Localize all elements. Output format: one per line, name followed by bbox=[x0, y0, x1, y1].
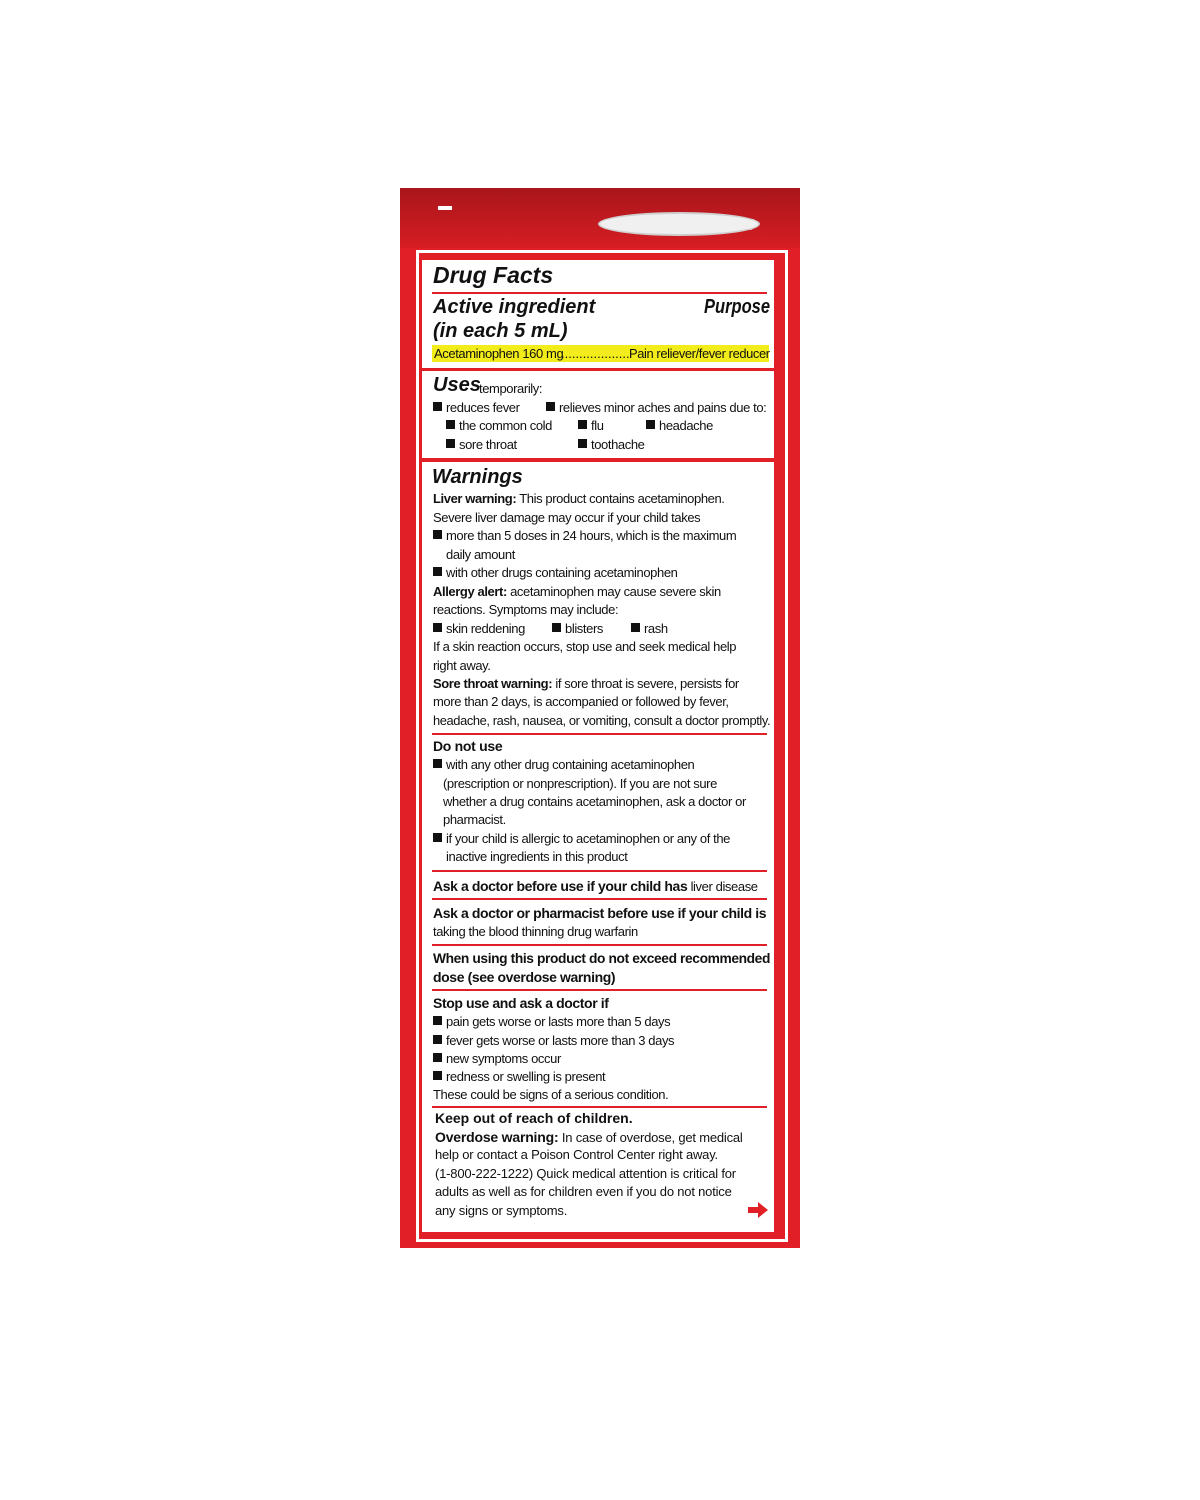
overdose-warning-line: Overdose warning: In case of overdose, get medical bbox=[435, 1129, 743, 1145]
list-item: more than 5 doses in 24 hours, which is the maximum bbox=[433, 528, 736, 543]
divider bbox=[432, 898, 767, 900]
active-ingredient-heading: Active ingredient bbox=[433, 296, 596, 318]
text-line: adults as well as for children even if you do not notice bbox=[435, 1184, 732, 1199]
list-item: new symptoms occur bbox=[433, 1051, 561, 1066]
arrow-right-icon bbox=[748, 1202, 768, 1218]
text-line: headache, rash, nausea, or vomiting, consult a doctor promptly. bbox=[433, 713, 771, 728]
text-line: pharmacist. bbox=[443, 812, 506, 827]
text-line: If a skin reaction occurs, stop use and seek medical help bbox=[433, 639, 737, 654]
warnings-title: Warnings bbox=[432, 466, 523, 488]
text-line: (prescription or nonprescription). If you are not sure bbox=[443, 776, 717, 791]
divider bbox=[432, 292, 767, 294]
stop-use-title: Stop use and ask a doctor if bbox=[433, 995, 609, 1011]
text-line: right away. bbox=[433, 658, 491, 673]
ask-doctor-line: Ask a doctor before use if your child has liver disease bbox=[433, 878, 758, 894]
list-item: redness or swelling is present bbox=[433, 1069, 605, 1084]
liver-warning-line: Liver warning: This product contains acetaminophen. bbox=[433, 491, 725, 506]
text-line: any signs or symptoms. bbox=[435, 1203, 568, 1218]
when-using-title-2: dose (see overdose warning) bbox=[433, 969, 616, 985]
do-not-use-title: Do not use bbox=[433, 738, 503, 754]
divider bbox=[432, 944, 767, 946]
list-item: flu bbox=[578, 418, 604, 433]
list-item: with any other drug containing acetaminophen bbox=[433, 757, 694, 772]
top-flap-mark bbox=[438, 206, 452, 210]
list-item: sore throat bbox=[446, 437, 517, 452]
ingredient-dots: ................... bbox=[561, 346, 630, 361]
list-item: with other drugs containing acetaminophen bbox=[433, 565, 677, 580]
text-line: daily amount bbox=[446, 547, 515, 562]
divider bbox=[432, 870, 767, 872]
list-item: the common cold bbox=[446, 418, 552, 433]
list-item: rash bbox=[631, 621, 668, 636]
list-item: toothache bbox=[578, 437, 645, 452]
text-line: reactions. Symptoms may include: bbox=[433, 602, 619, 617]
text-line: Severe liver damage may occur if your child takes bbox=[433, 510, 701, 525]
text-line: more than 2 days, is accompanied or followed by fever, bbox=[433, 694, 729, 709]
box-top-flap bbox=[400, 188, 800, 248]
when-using-title: When using this product do not exceed recommended bbox=[433, 950, 770, 966]
purpose-heading: Purpose bbox=[704, 296, 771, 318]
text-line: taking the blood thinning drug warfarin bbox=[433, 924, 638, 939]
divider bbox=[432, 989, 767, 991]
circle-logo-icon bbox=[598, 212, 760, 236]
list-item: pain gets worse or lasts more than 5 days bbox=[433, 1014, 670, 1029]
text-line: help or contact a Poison Control Center right away. bbox=[435, 1147, 718, 1162]
active-ingredient-sub: (in each 5 mL) bbox=[433, 320, 568, 342]
ingredient-purpose: Pain reliever/fever reducer bbox=[629, 346, 770, 361]
divider bbox=[432, 733, 767, 735]
text-line: (1-800-222-1222) Quick medical attention is critical for bbox=[435, 1166, 736, 1181]
divider bbox=[432, 1106, 767, 1108]
keep-out-of-reach: Keep out of reach of children. bbox=[435, 1110, 633, 1126]
ask-pharmacist-title: Ask a doctor or pharmacist before use if your child is bbox=[433, 905, 767, 921]
list-item: blisters bbox=[552, 621, 603, 636]
list-item: headache bbox=[646, 418, 713, 433]
list-item: relieves minor aches and pains due to: bbox=[546, 400, 766, 415]
text-line: whether a drug contains acetaminophen, ask a doctor or bbox=[443, 794, 746, 809]
allergy-alert-line: Allergy alert: acetaminophen may cause severe skin bbox=[433, 584, 721, 599]
list-item: if your child is allergic to acetaminophen or any of the bbox=[433, 831, 730, 846]
text-line: inactive ingredients in this product bbox=[446, 849, 628, 864]
list-item: reduces fever bbox=[433, 400, 520, 415]
text-line: These could be signs of a serious condition. bbox=[433, 1087, 669, 1102]
list-item: fever gets worse or lasts more than 3 days bbox=[433, 1033, 674, 1048]
ingredient-name: Acetaminophen 160 mg bbox=[434, 346, 564, 361]
uses-title: Uses bbox=[433, 374, 481, 396]
sore-throat-warning-line: Sore throat warning: if sore throat is severe, persists for bbox=[433, 676, 739, 691]
drug-facts-title: Drug Facts bbox=[433, 262, 554, 288]
uses-intro: temporarily: bbox=[479, 381, 543, 396]
list-item: skin reddening bbox=[433, 621, 525, 636]
